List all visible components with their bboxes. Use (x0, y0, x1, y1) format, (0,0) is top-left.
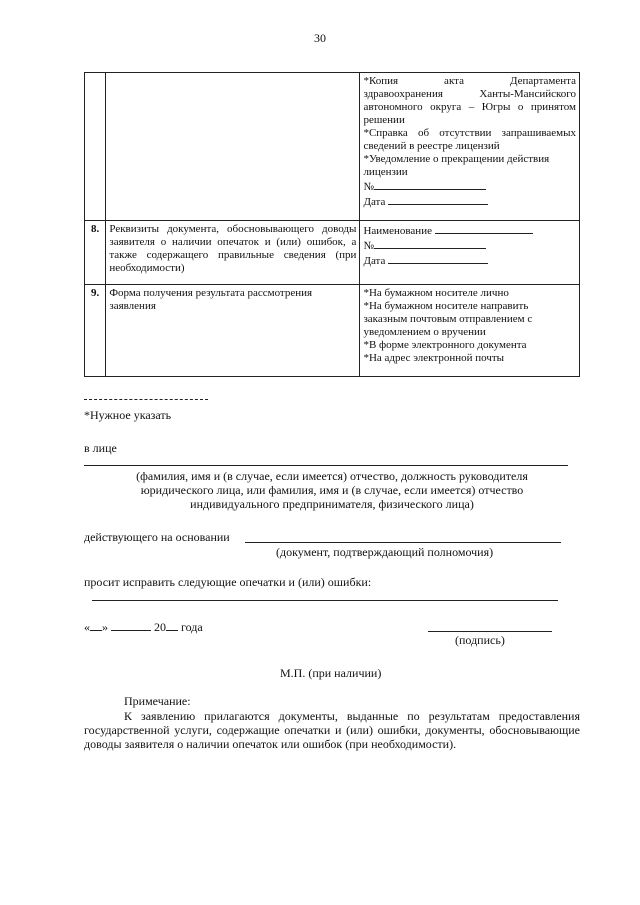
footnote-separator (84, 399, 208, 400)
number-label: № (363, 240, 374, 252)
option-line: *Уведомление о прекращении действия (363, 153, 550, 165)
option-line: *Справка об отсутствии запрашиваемых (363, 127, 576, 139)
date-label: Дата (363, 196, 386, 208)
number-blank[interactable] (374, 238, 486, 249)
delivery-option-continued: уведомлением о вручении (363, 326, 486, 338)
close-quote: » (102, 620, 108, 634)
date-field[interactable] (363, 253, 576, 268)
number-field[interactable] (363, 238, 576, 253)
person-name-line[interactable] (84, 465, 568, 466)
delivery-options-cell (360, 285, 580, 377)
note-text: К заявлению прилагаются документы, выданные по результатам предоставления государственной услуги, содержащие опечатки и (или) ошибки, документы, обосновывающие доводы заявителя о наличии опечаток или ошибок (при необходимости). (84, 709, 580, 751)
document-options-cell (360, 73, 580, 221)
table-row (85, 285, 580, 377)
person-caption-line: индивидуального предпринимателя, физического лица) (190, 497, 474, 511)
signature-line[interactable] (428, 631, 552, 632)
document-caption: (документ, подтверждающий полномочия) (276, 545, 494, 559)
errors-line[interactable] (92, 600, 558, 601)
acting-basis-label: действующего на основании (84, 530, 230, 544)
stamp-label: М.П. (при наличии) (280, 666, 382, 680)
date-field[interactable] (363, 194, 576, 209)
document-details-cell (360, 221, 580, 285)
table-row (85, 221, 580, 285)
option-line: здравоохранения Ханты-Мансийского (363, 88, 576, 100)
number-field[interactable] (363, 179, 576, 194)
delivery-option[interactable]: *На бумажном носителе направить (363, 300, 529, 312)
row-number-cell: 8. (85, 221, 106, 285)
delivery-option[interactable]: *На бумажном носителе лично (363, 287, 509, 299)
number-blank[interactable] (374, 179, 486, 190)
person-caption-line: юридического лица, или фамилия, имя и (в случае, если имеется) отчество (140, 483, 524, 497)
footnote: *Нужное указать (84, 408, 172, 422)
option-line: автономного округа – Югры о принятом (363, 101, 576, 113)
date-label: Дата (363, 255, 386, 267)
form-table (84, 72, 580, 377)
year-suffix: года (181, 620, 203, 634)
page-number: 30 (314, 31, 326, 45)
basis-document-line[interactable] (245, 542, 561, 543)
row-number-cell: 9. (85, 285, 106, 377)
month-blank[interactable] (111, 620, 151, 631)
delivery-option[interactable]: *На адрес электронной почты (363, 352, 505, 364)
request-text: просит исправить следующие опечатки и (или) ошибки: (84, 575, 372, 589)
date-blank[interactable] (388, 194, 488, 205)
date-blank[interactable] (388, 253, 488, 264)
person-caption (84, 469, 580, 511)
name-label: Наименование (363, 225, 432, 237)
year-blank[interactable] (166, 620, 178, 631)
row-number-cell (85, 73, 106, 221)
name-blank[interactable] (435, 223, 533, 234)
in-person-label: в лице (84, 441, 117, 455)
signature-caption: (подпись) (455, 633, 505, 647)
note-title: Примечание: (124, 694, 191, 708)
option-line: сведений в реестре лицензий (363, 140, 500, 152)
delivery-option-continued: заказным почтовым отправлением с (363, 313, 533, 325)
row-description-cell: Реквизиты документа, обосновывающего доводы заявителя о наличии опечаток и (или) ошибок, а также содержащего правильные сведения (при необходимости) (106, 221, 360, 285)
delivery-option[interactable]: *В форме электронного документа (363, 339, 527, 351)
person-caption-line: (фамилия, имя и (в случае, если имеется) отчество, должность руководителя (136, 469, 528, 483)
open-quote: « (84, 620, 90, 634)
year-prefix: 20 (154, 620, 166, 634)
option-line: решении (363, 114, 405, 126)
table-row (85, 73, 580, 221)
option-line: лицензии (363, 166, 408, 178)
row-description-cell: Форма получения результата рассмотрения заявления (106, 285, 360, 377)
number-label: № (363, 181, 374, 193)
day-blank[interactable] (90, 620, 102, 631)
option-line: *Копия акта Департамента (363, 75, 576, 87)
date-line[interactable] (84, 620, 203, 634)
row-description-cell (106, 73, 360, 221)
name-field[interactable] (363, 223, 576, 238)
